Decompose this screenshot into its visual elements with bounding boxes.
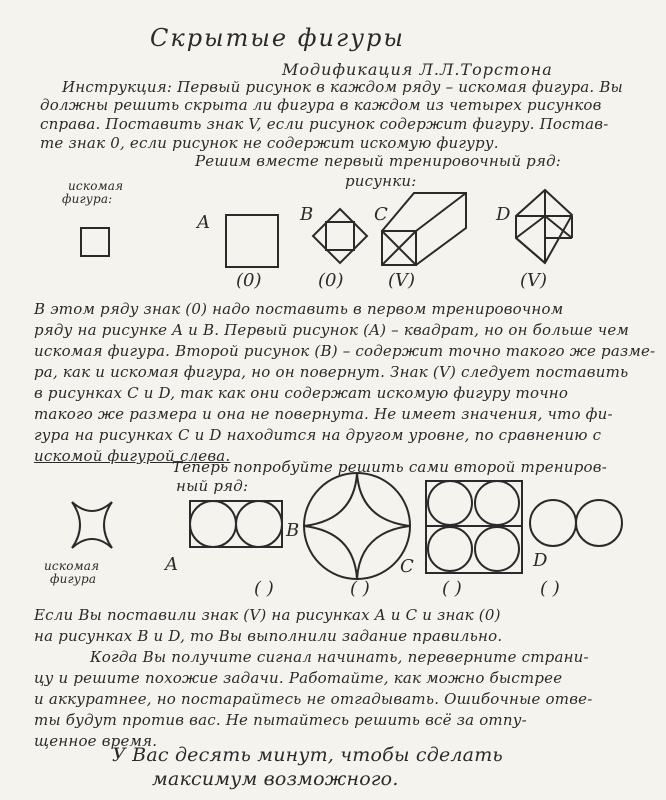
row1-target-label-1: искомая bbox=[68, 179, 124, 193]
explanation-line-6: такого же размера и она не повернута. Не имеет значения, что фи- bbox=[34, 405, 613, 423]
final-line-2: максимум возможного. bbox=[152, 768, 399, 790]
closing-line-3: Когда Вы получите сигнал начинать, переверните страни- bbox=[90, 648, 589, 666]
row1-answer-a: (0) bbox=[236, 270, 262, 291]
instruction-line-4: те знак 0, если рисунок не содержит искомую фигуру. bbox=[40, 134, 499, 152]
explanation-line-4: ра, как и искомая фигура, но он повернут. Знак (V) следует поставить bbox=[34, 363, 629, 381]
row2-answer-a[interactable]: ( ) bbox=[254, 578, 274, 599]
row2-figure-a-two-circles bbox=[190, 501, 282, 547]
row2-letter-b: B bbox=[286, 520, 300, 541]
row2-letter-c: C bbox=[400, 556, 414, 577]
row2-figure-b-circle-star bbox=[304, 473, 410, 579]
closing-line-5: и аккуратнее, но постарайтесь не отгадывать. Ошибочные отве- bbox=[34, 690, 593, 708]
page-title: Скрытые фигуры bbox=[150, 24, 405, 52]
row2-prompt-line-1: Теперь попробуйте решить сами второй трениров- bbox=[172, 458, 607, 476]
instruction-line-2: должны решить скрыта ли фигура в каждом из четырех рисунков bbox=[40, 96, 602, 114]
explanation-line-3: искомая фигура. Второй рисунок (B) – содержит точно такого же разме- bbox=[34, 342, 656, 360]
row1-answer-c: (V) bbox=[388, 270, 416, 291]
instruction-line-5: Решим вместе первый тренировочный ряд: bbox=[195, 152, 562, 170]
page-subtitle: Модификация Л.Л.Торстона bbox=[282, 60, 553, 79]
final-line-1: У Вас десять минут, чтобы сделать bbox=[112, 744, 503, 766]
explanation-line-5: в рисунках C и D, так как они содержат искомую фигуру точно bbox=[34, 384, 569, 402]
row2-target-hourglass bbox=[72, 502, 112, 548]
explanation-line-7: гура на рисунках C и D находится на другом уровне, по сравнению с bbox=[34, 426, 602, 444]
row2-letter-a: A bbox=[165, 554, 178, 575]
row2-figure-d-two-circles bbox=[530, 500, 622, 546]
explanation-line-2: ряду на рисунке A и B. Первый рисунок (A) – квадрат, но он больше чем bbox=[34, 321, 630, 339]
row2-answer-c[interactable]: ( ) bbox=[442, 578, 462, 599]
row1-letter-d: D bbox=[496, 204, 511, 225]
row1-letter-c: C bbox=[374, 204, 388, 225]
closing-line-7: щенное время. bbox=[34, 732, 158, 750]
row2-figure-c-four-circles bbox=[426, 481, 522, 573]
row1-letter-a: A bbox=[197, 212, 210, 233]
explanation-line-1: В этом ряду знак (0) надо поставить в первом тренировочном bbox=[34, 300, 564, 318]
row2-answer-b[interactable]: ( ) bbox=[350, 578, 370, 599]
row1-target-label-2: фигура: bbox=[62, 192, 113, 206]
row1-letter-b: B bbox=[300, 204, 314, 225]
explanation-line-8: искомой фигурой слева. bbox=[34, 447, 231, 465]
row2-answer-d[interactable]: ( ) bbox=[540, 578, 560, 599]
row2-prompt-line-2: ный ряд: bbox=[176, 477, 249, 495]
closing-line-1: Если Вы поставили знак (V) на рисунках A и C и знак (0) bbox=[34, 606, 501, 624]
instruction-line-1: Инструкция: Первый рисунок в каждом ряду – искомая фигура. Вы bbox=[62, 78, 623, 96]
pictures-heading: рисунки: bbox=[345, 172, 417, 190]
row2-letter-d: D bbox=[533, 550, 548, 571]
closing-line-4: цу и решите похожие задачи. Работайте, как можно быстрее bbox=[34, 669, 563, 687]
closing-line-6: ты будут против вас. Не пытайтесь решить всё за отпу- bbox=[34, 711, 527, 729]
closing-line-2: на рисунках B и D, то Вы выполнили задание правильно. bbox=[34, 627, 503, 645]
row2-target-label-2: фигура bbox=[50, 572, 97, 586]
row1-answer-d: (V) bbox=[520, 270, 548, 291]
row2-target-label-1: искомая bbox=[44, 559, 100, 573]
instruction-line-3: справа. Поставить знак V, если рисунок содержит фигуру. Постав- bbox=[40, 115, 609, 133]
row1-answer-b: (0) bbox=[318, 270, 344, 291]
